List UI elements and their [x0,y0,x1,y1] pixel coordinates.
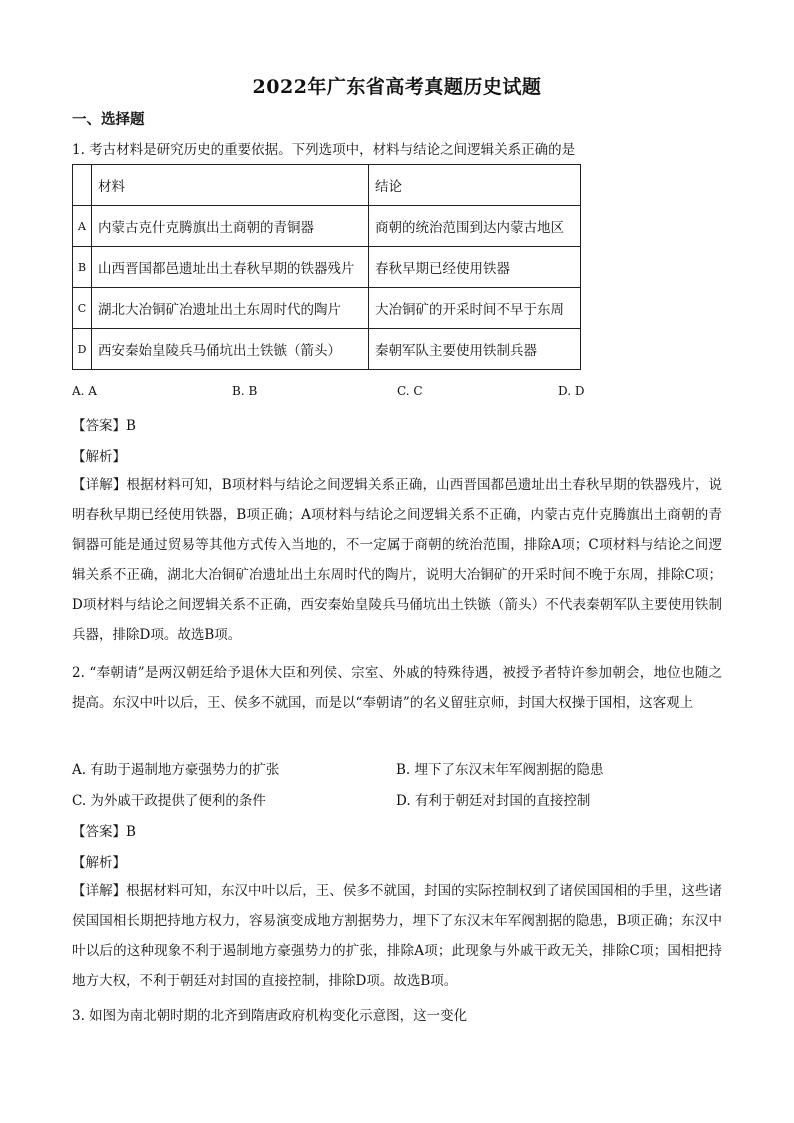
option-d: D. 有利于朝廷对封国的直接控制 [396,793,591,809]
q2-detail: 【详解】根据材料可知，东汉中叶以后，王、侯多不就国，封国的实际控制权到了诸侯国国相的手里，这些诸侯国国相长期把持地方权力，容易演变成地方割据势力，埋下了东汉末年军阀割据的隐患，B项正确；东汉中叶以后的这种现象不利于遏制地方豪强势力的扩张，排除A项；此现象与外戚干政无关，排除C项；国相把持地方大权，不利于朝廷对封国的直接控制，排除D项。故选B项。 [72,883,722,989]
q2-analysis-label: 【解析】 [72,855,126,871]
table-row [73,247,581,288]
table-row [73,329,581,370]
table-cell: 西安秦始皇陵兵马俑坑出土铁镞（箭头） [92,329,369,370]
q1-answer: 【答案】B [72,418,136,434]
table-cell [73,165,92,206]
table-cell: 材料 [92,165,369,206]
q1-detail: 【详解】根据材料可知，B项材料与结论之间逻辑关系正确，山西晋国都邑遗址出土春秋早期的铁器残片，说明春秋早期已经使用铁器，B项正确；A项材料与结论之间逻辑关系不正确，内蒙古克什克腾旗出土商朝的青铜器可能是通过贸易等其他方式传入当地的，不一定属于商朝的统治范围，排除A项；C项材料与结论之间逻辑关系不正确，湖北大冶铜矿冶遗址出土东周时代的陶片，说明大冶铜矿的开采时间不晚于东周，排除C项；D项材料与结论之间逻辑关系不正确，西安秦始皇陵兵马俑坑出土铁镞（箭头）不代表秦朝军队主要使用铁制兵器，排除D项。故选B项。 [72,477,722,643]
option-d: D. D [558,384,585,398]
option-c: C. C [397,384,423,398]
table-cell: B [73,247,92,288]
option-c: C. 为外戚干政提供了便利的条件 [72,793,266,809]
table-cell: 大冶铜矿的开采时间不早于东周 [369,288,581,329]
table-cell: 内蒙古克什克腾旗出土商朝的青铜器 [92,206,369,247]
q1-stem: 1. 考古材料是研究历史的重要依据。下列选项中，材料与结论之间逻辑关系正确的是 [72,142,576,158]
option-b: B. 埋下了东汉末年军阀割据的隐患 [396,762,604,778]
q2-answer: 【答案】B [72,824,136,840]
table-row [73,206,581,247]
page-title: 2022年广东省高考真题历史试题 [252,76,542,98]
q1-analysis-label: 【解析】 [72,449,126,465]
table-cell: 山西晋国都邑遗址出土春秋早期的铁器残片 [92,247,369,288]
option-b: B. B [232,384,258,398]
table-cell: A [73,206,92,247]
table-cell: D [73,329,92,370]
table-cell: 秦朝军队主要使用铁制兵器 [369,329,581,370]
table-cell: 湖北大冶铜矿冶遗址出土东周时代的陶片 [92,288,369,329]
table-cell: 春秋早期已经使用铁器 [369,247,581,288]
table-header-row [73,165,581,206]
q3-stem: 3. 如图为南北朝时期的北齐到隋唐政府机构变化示意图，这一变化 [72,1008,468,1024]
option-a: A. A [72,384,97,398]
section-heading: 一、选择题 [72,111,145,128]
q1-table [72,164,581,370]
table-cell: 商朝的统治范围到达内蒙古地区 [369,206,581,247]
option-a: A. 有助于遏制地方豪强势力的扩张 [72,762,280,778]
table-cell: 结论 [369,165,581,206]
q2-stem: 2. “奉朝请”是两汉朝廷给予退休大臣和列侯、宗室、外戚的特殊待遇，被授予者特许参加朝会，地位也随之提高。东汉中叶以后，王、侯多不就国，而是以“奉朝请”的名义留驻京师，封国大权操于国相，这客观上 [72,665,722,711]
table-row [73,288,581,329]
table-cell: C [73,288,92,329]
